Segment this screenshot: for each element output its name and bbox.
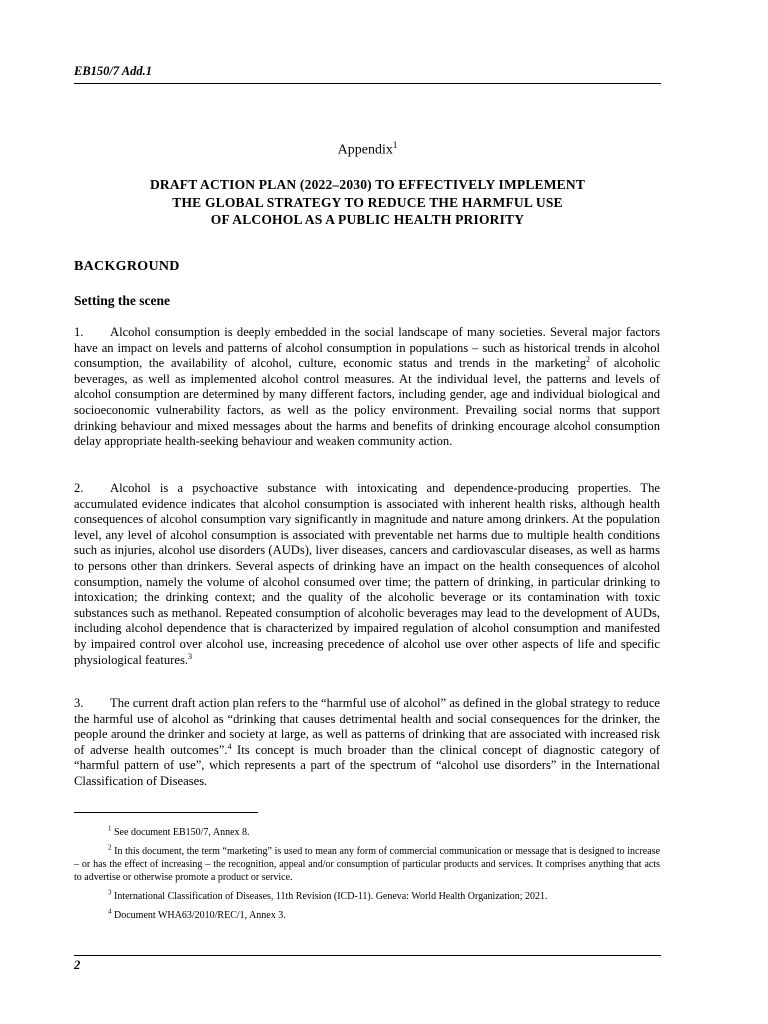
paragraph-1: [74, 325, 660, 450]
paragraph-text: The current draft action plan refers to the “harmful use of alcohol” as defined in the global strategy to reduce the harmful use of alcohol as “drinking that causes detrimental health and social consequences for the drinker, the people around the drinker and society at large, as well as patterns of drinking that are associated with increased risk of adverse health outcomes”.: [74, 696, 660, 757]
document-title: [74, 176, 661, 229]
page-number: 2: [74, 958, 81, 972]
title-line-2: THE GLOBAL STRATEGY TO REDUCE THE HARMFUL USE: [172, 194, 563, 210]
paragraph-number: 1.: [74, 325, 84, 339]
footnote-text: Document WHA63/2010/REC/1, Annex 3.: [114, 910, 286, 921]
paragraph-text: of alcoholic beverages, as well as implemented alcohol control measures. At the individual level, the patterns and levels of alcohol consumption are determined by many different factors, including gender, age and individual biological and socioeconomic vulnerability factors, as well as the policy environment. Prevailing social norms that support drinking behaviour and mixed messages about the harms and benefits of drinking encourage alcohol consumption delay appropriate health-seeking behaviour and weaken community action.: [74, 356, 660, 449]
paragraph-text: Its concept is much broader than the clinical concept of diagnostic category of “harmful pattern of use”, which represents a part of the spectrum of “alcohol use disorders” in the International Classification of Diseases.: [74, 742, 660, 788]
footnotes: [74, 826, 660, 928]
footnote-ref: 3: [188, 651, 193, 661]
section-heading: BACKGROUND: [74, 259, 180, 274]
footnote-text: International Classification of Diseases, 11th Revision (ICD-11). Geneva: World Health Organization; 2021.: [114, 891, 548, 902]
footnote: [74, 890, 660, 903]
running-header: EB150/7 Add.1: [74, 64, 153, 78]
header-rule: [74, 83, 661, 84]
footer-rule: [74, 955, 661, 956]
paragraph-text: Alcohol consumption is deeply embedded in the social landscape of many societies. Several major factors have an impact on levels and patterns of alcohol consumption in populations – such as historical trends in alcohol consumption, the availability of alcohol, culture, economic status and trends in the marketing: [74, 325, 660, 371]
footnote: [74, 826, 660, 839]
footnote-number: 2: [108, 843, 112, 852]
title-line-1: DRAFT ACTION PLAN (2022–2030) TO EFFECTIVELY IMPLEMENT: [149, 177, 586, 192]
appendix-text: Appendix: [337, 142, 393, 158]
footnote-text: See document EB150/7, Annex 8.: [114, 827, 250, 838]
title-line-3: OF ALCOHOL AS A PUBLIC HEALTH PRIORITY: [210, 212, 525, 227]
appendix-label: [74, 140, 661, 159]
footnote-ref: 1: [392, 140, 398, 150]
paragraph-number: 2.: [74, 481, 84, 495]
paragraph-text: Alcohol is a psychoactive substance with intoxicating and dependence-producing properties. The accumulated evidence indicates that alcohol consumption is associated with inherent health risks, although health consequences of alcohol consumption vary significantly in magnitude and nature among drinkers. At the population level, any level of alcohol consumption is associated with preventable net harms due to multiple health conditions such as injuries, alcohol use disorders (AUDs), liver diseases, cancers and cardiovascular diseases, as well as harms to persons other than drinkers. Several aspects of drinking have an impact on the health consequences of alcohol consumption, namely the volume of alcohol consumed over time; the pattern of drinking, in particular drinking to intoxication; the drinking context; and the quality of the alcoholic beverage or its contamination with toxic substances such as methanol. Repeated consumption of alcoholic beverages may lead to the development of AUDs, including alcohol dependence that is characterized by impaired regulation of alcohol consumption and manifested by impaired control over alcohol use, increasing precedence of alcohol use over other aspects of life and specific physiological features.: [74, 481, 660, 667]
paragraph-number: 3.: [74, 696, 84, 710]
footnote: [74, 909, 660, 922]
footnote-number: 1: [108, 824, 112, 833]
paragraph-3: [74, 696, 660, 790]
footnote-ref: 2: [586, 355, 590, 364]
paragraph-2: [74, 481, 660, 668]
footnote-number: 4: [108, 907, 112, 916]
footnote-text: In this document, the term “marketing” is used to mean any form of commercial communication or message that is designed to increase – or has the effect of increasing – the recognition, appeal and/or consumption of particular products and services. It comprises anything that acts to advertise or otherwise promote a product or service.: [74, 846, 661, 883]
footnote-number: 3: [108, 888, 112, 897]
footnote: [74, 845, 660, 884]
footnote-separator: [74, 812, 258, 813]
footnote-ref: 4: [227, 741, 232, 751]
section-subheading: Setting the scene: [74, 293, 170, 308]
